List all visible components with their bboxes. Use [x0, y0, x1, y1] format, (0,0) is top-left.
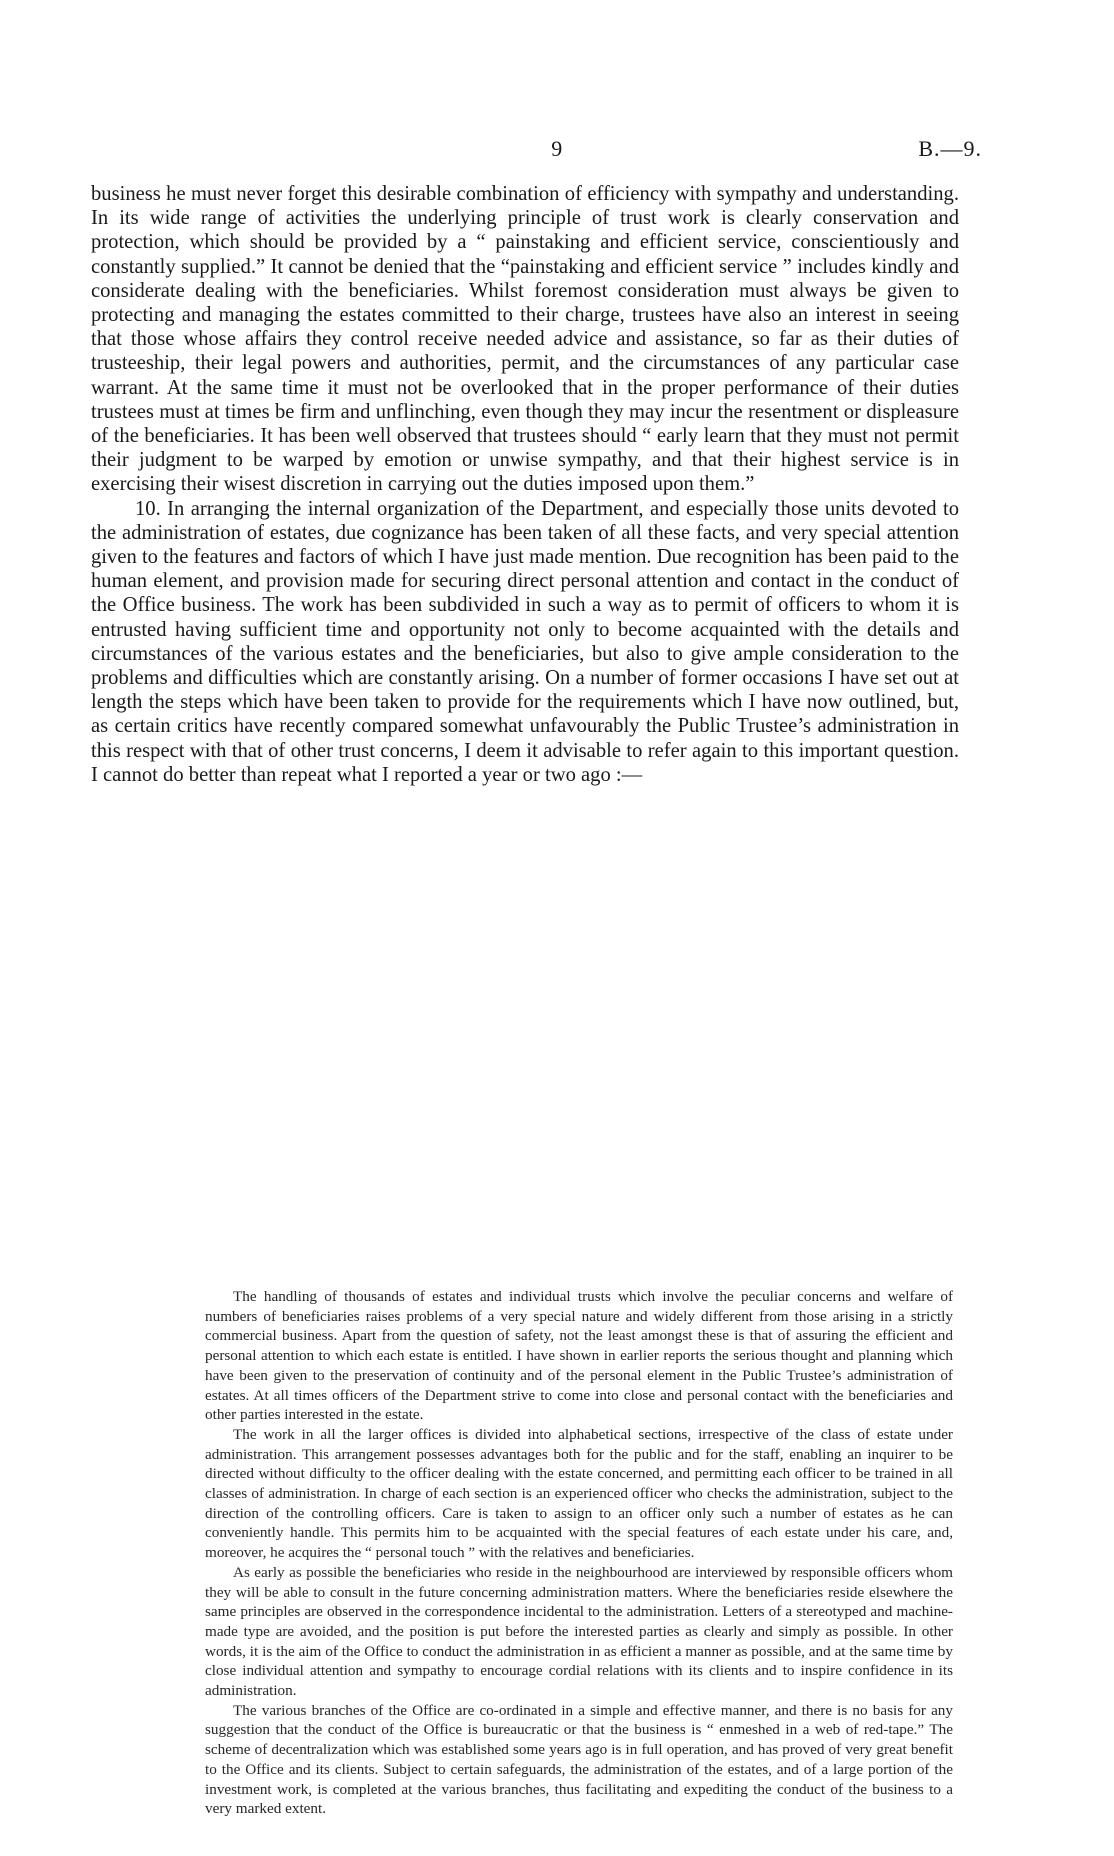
document-reference: B.—9. — [918, 136, 982, 161]
quote-paragraph: The various branches of the Office are co-ordinated in a simple and effective manner, and there is no basis for any suggestion that the conduct of the Office is bureaucratic or that the business is “ enmeshed in a web of red-tape.” The scheme of decentralization which was established some years ago is in full operation, and has proved of very great benefit to the Office and its clients. Subject to certain safeguards, the administration of the estates, and of a large portion of the investment work, is completed at the various branches, thus facilitating and expediting the conduct of the business to a very marked extent. — [205, 1701, 953, 1818]
continued-paragraph: business he must never forget this desirable combination of efficiency with sympathy and understanding. In its wide range of activities the underlying principle of trust work is clearly conservation and protection, which should be provided by a “ painstaking and efficient service, conscientiously and constantly supplied.” It cannot be denied that the “painstaking and efficient service ” includes kindly and considerate dealing with the beneficiaries. Whilst foremost consideration must always be given to protecting and managing the estates committed to their charge, trustees have also an interest in seeing that those whose affairs they control receive needed advice and assistance, so far as their duties of trusteeship, their legal powers and authorities, permit, and the circumstances of any particular case warrant. At the same time it must not be overlooked that in the proper performance of their duties trustees must at times be firm and unflinching, even though they may incur the resentment or displeasure of the beneficiaries. It has been well observed that trustees should “ early learn that they must not permit their judgment to be warped by emotion or unwise sympathy, and that their highest service is in exercising their wisest discretion in carrying out the duties imposed upon them.” — [91, 183, 959, 496]
quoted-extract — [205, 1287, 953, 1819]
quote-paragraph: As early as possible the beneficiaries who reside in the neighbourhood are interviewed by responsible officers whom they will be able to consult in the future concerning administration matters. Where the beneficiaries reside elsewhere the same principles are observed in the correspondence incidental to the administration. Letters of a stereotyped and machine-made type are avoided, and the position is put before the interested parties as clearly and simply as possible. In other words, it is the aim of the Office to conduct the administration in as efficient a manner as possible, and at the same time by close individual attention and sympathy to encourage cordial relations with its clients and to inspire confidence in its administration. — [205, 1563, 953, 1700]
paragraph-10: 10. In arranging the internal organization of the Department, and especially those units devoted to the administration of estates, due cognizance has been taken of all these facts, and very special attention given to the features and factors of which I have just made mention. Due recognition has been paid to the human element, and provision made for securing direct personal attention and contact in the conduct of the Office business. The work has been subdivided in such a way as to permit of officers to whom it is entrusted having sufficient time and opportunity not only to become acquainted with the details and circumstances of the various estates and the beneficiaries, but also to give ample consideration to the problems and difficulties which are constantly arising. On a number of former occasions I have set out at length the steps which have been taken to provide for the requirements which I have now outlined, but, as certain critics have recently compared somewhat unfavourably the Public Trustee’s administration in this respect with that of other trust concerns, I deem it advisable to refer again to this important question. I cannot do better than repeat what I reported a year or two ago :— — [91, 497, 959, 786]
main-text-block — [91, 182, 959, 787]
quote-paragraph: The handling of thousands of estates and individual trusts which involve the peculiar concerns and welfare of numbers of beneficiaries raises problems of a very special nature and widely different from those arising in a strictly commercial business. Apart from the question of safety, not the least amongst these is that of assuring the efficient and personal attention to which each estate is entitled. I have shown in earlier reports the serious thought and planning which have been given to the preservation of continuity and of the personal element in the Public Trustee’s administration of estates. At all times officers of the Department strive to come into close and personal contact with the beneficiaries and other parties interested in the estate. — [205, 1288, 953, 1424]
page-number: 9 — [551, 136, 563, 161]
quote-paragraph: The work in all the larger offices is divided into alphabetical sections, irrespective of the class of estate under administration. This arrangement possesses advantages both for the public and for the staff, enabling an inquirer to be directed without difficulty to the officer dealing with the estate concerned, and permitting each officer to be trained in all classes of administration. In charge of each section is an experienced officer who checks the administration, subject to the direction of the controlling officers. Care is taken to assign to an officer only such a number of estates as he can conveniently handle. This permits him to be acquainted with the special features of each estate under his care, and, moreover, he acquires the “ personal touch ” with the relatives and beneficiaries. — [205, 1425, 953, 1562]
